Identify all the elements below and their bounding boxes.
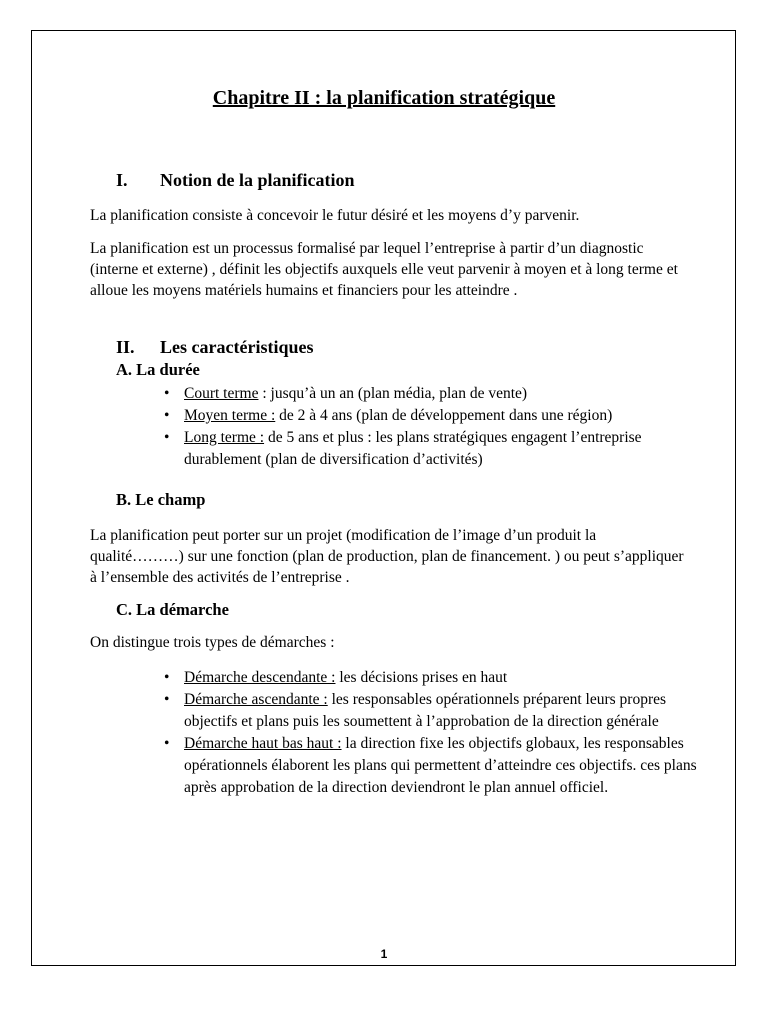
- paragraph-demarche-intro: On distingue trois types de démarches :: [90, 634, 335, 651]
- section-title: Notion de la planification: [160, 170, 355, 190]
- list-item-text: les décisions prises en haut: [335, 669, 508, 686]
- section-heading-notion: [116, 170, 355, 191]
- page-number: 1: [380, 947, 388, 961]
- list-item: [160, 405, 700, 427]
- list-item: [160, 383, 700, 405]
- list-item: [160, 667, 700, 689]
- paragraph-champ: La planification peut porter sur un projet (modification de l’image d’un produit la qualité………) sur une fonction (plan de production, plan de financement. ) ou peut s’appliquer à l’ensemble des activités de l’entreprise .: [90, 527, 684, 586]
- list-demarche: [160, 667, 700, 799]
- list-item-text: de 2 à 4 ans (plan de développement dans une région): [275, 407, 613, 424]
- list-item-term: Court terme: [184, 385, 259, 402]
- list-item-term: Moyen terme :: [184, 407, 276, 424]
- section-number: I.: [116, 170, 128, 190]
- subheading-duree: A. La durée: [116, 360, 200, 379]
- list-item-text: : jusqu’à un an (plan média, plan de vente): [258, 385, 528, 402]
- paragraph-process: La planification est un processus formalisé par lequel l’entreprise à partir d’un diagnostic (interne et externe) , définit les objectifs auxquels elle veut parvenir à moyen et à long terme et alloue les moyens matériels humains et financiers pour les atteindre .: [90, 240, 678, 299]
- section-title: Les caractéristiques: [160, 337, 314, 357]
- subheading-demarche: C. La démarche: [116, 600, 229, 619]
- paragraph-definition: La planification consiste à concevoir le futur désiré et les moyens d’y parvenir.: [90, 207, 580, 224]
- list-item-text: les responsables opérationnels préparent leurs propres objectifs et plans puis les soumettent à l’approbation de la direction générale: [184, 691, 667, 730]
- list-item: [160, 689, 700, 733]
- list-item-term: Long terme :: [184, 429, 265, 446]
- list-item-text: la direction fixe les objectifs globaux, les responsables opérationnels élaborent les plans qui permettent d’atteindre ces objectifs. ces plans après approbation de la direction deviendront le plan annuel officiel.: [184, 735, 697, 796]
- list-item-term: Démarche descendante :: [184, 669, 336, 686]
- section-heading-caracteristiques: [116, 337, 313, 358]
- list-item-term: Démarche haut bas haut :: [184, 735, 342, 752]
- chapter-title: Chapitre II : la planification stratégique: [212, 87, 556, 109]
- section-number: II.: [116, 337, 135, 357]
- list-item: [160, 427, 700, 471]
- list-duree: [160, 383, 700, 471]
- list-item: [160, 733, 700, 799]
- subheading-champ: B. Le champ: [116, 490, 206, 509]
- list-item-text: de 5 ans et plus : les plans stratégiques engagent l’entreprise durablement (plan de diversification d’activités): [184, 429, 642, 468]
- list-item-term: Démarche ascendante :: [184, 691, 328, 708]
